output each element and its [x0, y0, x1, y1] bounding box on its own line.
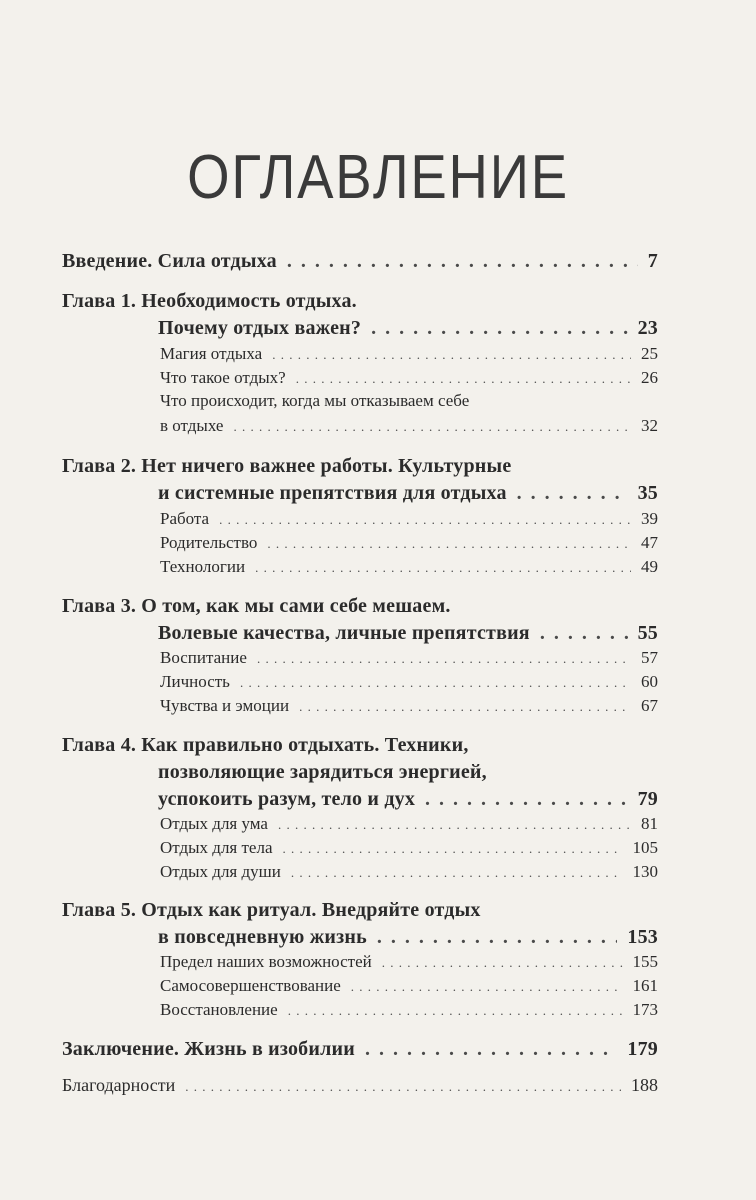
toc-entry-chapter[interactable]: [158, 788, 658, 811]
entry-title: Восстановление: [160, 1000, 278, 1019]
toc-entry-section[interactable]: [160, 533, 658, 553]
chapter-heading[interactable]: [62, 899, 658, 922]
toc-entry-section[interactable]: [160, 344, 658, 364]
dot-leader: [257, 651, 631, 667]
dot-leader: [365, 1038, 617, 1061]
dot-leader: [283, 841, 623, 857]
entry-title: и системные препятствия для отдыха: [158, 482, 507, 504]
page-number: 55: [637, 622, 658, 644]
entry-title: Самосовершенствование: [160, 976, 341, 995]
toc-entry-section[interactable]: [160, 368, 658, 388]
dot-leader: [540, 622, 628, 645]
page-number: 179: [627, 1038, 658, 1060]
dot-leader: [233, 419, 631, 435]
page-number: 7: [647, 250, 658, 272]
toc-entry-acknowledgements[interactable]: [62, 1075, 658, 1096]
dot-leader: [185, 1079, 621, 1095]
entry-title: Чувства и эмоции: [160, 696, 290, 715]
toc-entry-section-line1[interactable]: [160, 391, 658, 411]
dot-leader: [291, 865, 623, 881]
toc-entry-section[interactable]: [160, 838, 658, 858]
page-number: 47: [641, 533, 658, 552]
dot-leader: [287, 250, 638, 273]
page-number: 35: [637, 482, 658, 504]
entry-title: Воспитание: [160, 648, 247, 667]
entry-title: Волевые качества, личные препятствия: [158, 622, 530, 644]
page-title: ОГЛАВЛЕНИЕ: [187, 143, 569, 212]
entry-title: Личность: [160, 672, 230, 691]
entry-title: Отдых для души: [160, 862, 281, 881]
entry-title: Благодарности: [62, 1075, 176, 1095]
dot-leader: [377, 926, 617, 949]
dot-leader: [517, 482, 628, 505]
chapter-title: Глава 2. Нет ничего важнее работы. Культурные: [62, 455, 512, 477]
toc-entry-chapter[interactable]: [158, 926, 658, 949]
chapter-heading[interactable]: [62, 290, 658, 313]
toc-entry-intro[interactable]: [62, 250, 658, 273]
page-number: 153: [627, 926, 658, 948]
toc-entry-section[interactable]: [160, 1000, 658, 1020]
chapter-heading[interactable]: [62, 455, 658, 478]
dot-leader: [425, 788, 628, 811]
chapter-title: Глава 1. Необходимость отдыха.: [62, 290, 357, 312]
entry-title: Почему отдых важен?: [158, 317, 362, 339]
page-number: 49: [641, 557, 658, 576]
entry-title: Что происходит, когда мы отказываем себе: [160, 391, 470, 410]
page-number: 130: [632, 862, 658, 881]
dot-leader: [219, 512, 631, 528]
toc-entry-section[interactable]: [160, 557, 658, 577]
dot-leader: [267, 536, 631, 552]
page-number: 81: [641, 814, 658, 833]
chapter-title: Глава 5. Отдых как ритуал. Внедряйте отдых: [62, 899, 481, 921]
entry-title: Родительство: [160, 533, 258, 552]
dot-leader: [299, 699, 631, 715]
entry-title: успокоить разум, тело и дух: [158, 788, 416, 810]
entry-title: Отдых для тела: [160, 838, 273, 857]
entry-title: Заключение. Жизнь в изобилии: [62, 1038, 355, 1060]
dot-leader: [288, 1003, 623, 1019]
entry-title: Что такое отдых?: [160, 368, 286, 387]
entry-title: Отдых для ума: [160, 814, 268, 833]
chapter-title: Глава 3. О том, как мы сами себе мешаем.: [62, 595, 451, 617]
toc-entry-chapter[interactable]: [158, 317, 658, 340]
entry-title: Магия отдыха: [160, 344, 263, 363]
dot-leader: [351, 979, 623, 995]
dot-leader: [272, 347, 631, 363]
entry-title: в повседневную жизнь: [158, 926, 367, 948]
page-number: 60: [641, 672, 658, 691]
dot-leader: [371, 317, 628, 340]
page-number: 26: [641, 368, 658, 387]
chapter-heading[interactable]: [62, 595, 658, 618]
toc-entry-section[interactable]: [160, 814, 658, 834]
dot-leader: [382, 955, 623, 971]
toc-entry-section[interactable]: [160, 416, 658, 436]
entry-title: Введение. Сила отдыха: [62, 250, 277, 272]
entry-title: в отдыхе: [160, 416, 224, 435]
page-number: 25: [641, 344, 658, 363]
entry-title: Предел наших возможностей: [160, 952, 372, 971]
dot-leader: [296, 371, 631, 387]
page-number: 161: [632, 976, 658, 995]
dot-leader: [240, 675, 631, 691]
chapter-title: Глава 4. Как правильно отдыхать. Техники,: [62, 734, 469, 756]
toc-entry-section[interactable]: [160, 976, 658, 996]
toc-entry-section[interactable]: [160, 672, 658, 692]
page-number: 32: [641, 416, 658, 435]
dot-leader: [278, 817, 631, 833]
entry-title: Работа: [160, 509, 210, 528]
toc-entry-chapter[interactable]: [158, 482, 658, 505]
page-number: 79: [637, 788, 658, 810]
page-number: 39: [641, 509, 658, 528]
toc-entry-chapter[interactable]: [158, 622, 658, 645]
toc-entry-conclusion[interactable]: [62, 1038, 658, 1061]
page-number: 57: [641, 648, 658, 667]
toc-entry-section[interactable]: [160, 952, 658, 972]
page-number: 173: [632, 1000, 658, 1019]
toc-entry-section[interactable]: [160, 696, 658, 716]
entry-title: Технологии: [160, 557, 246, 576]
page-number: 67: [641, 696, 658, 715]
chapter-heading[interactable]: [62, 734, 658, 757]
page-number: 188: [631, 1075, 658, 1095]
toc-entry-section[interactable]: [160, 862, 658, 882]
toc-entry-section[interactable]: [160, 509, 658, 529]
page-number: 105: [632, 838, 658, 857]
toc-entry-section[interactable]: [160, 648, 658, 668]
chapter-title: позволяющие зарядиться энергией,: [158, 761, 487, 783]
page-number: 155: [632, 952, 658, 971]
page-number: 23: [637, 317, 658, 339]
chapter-heading-continued[interactable]: [158, 761, 658, 784]
dot-leader: [255, 560, 631, 576]
